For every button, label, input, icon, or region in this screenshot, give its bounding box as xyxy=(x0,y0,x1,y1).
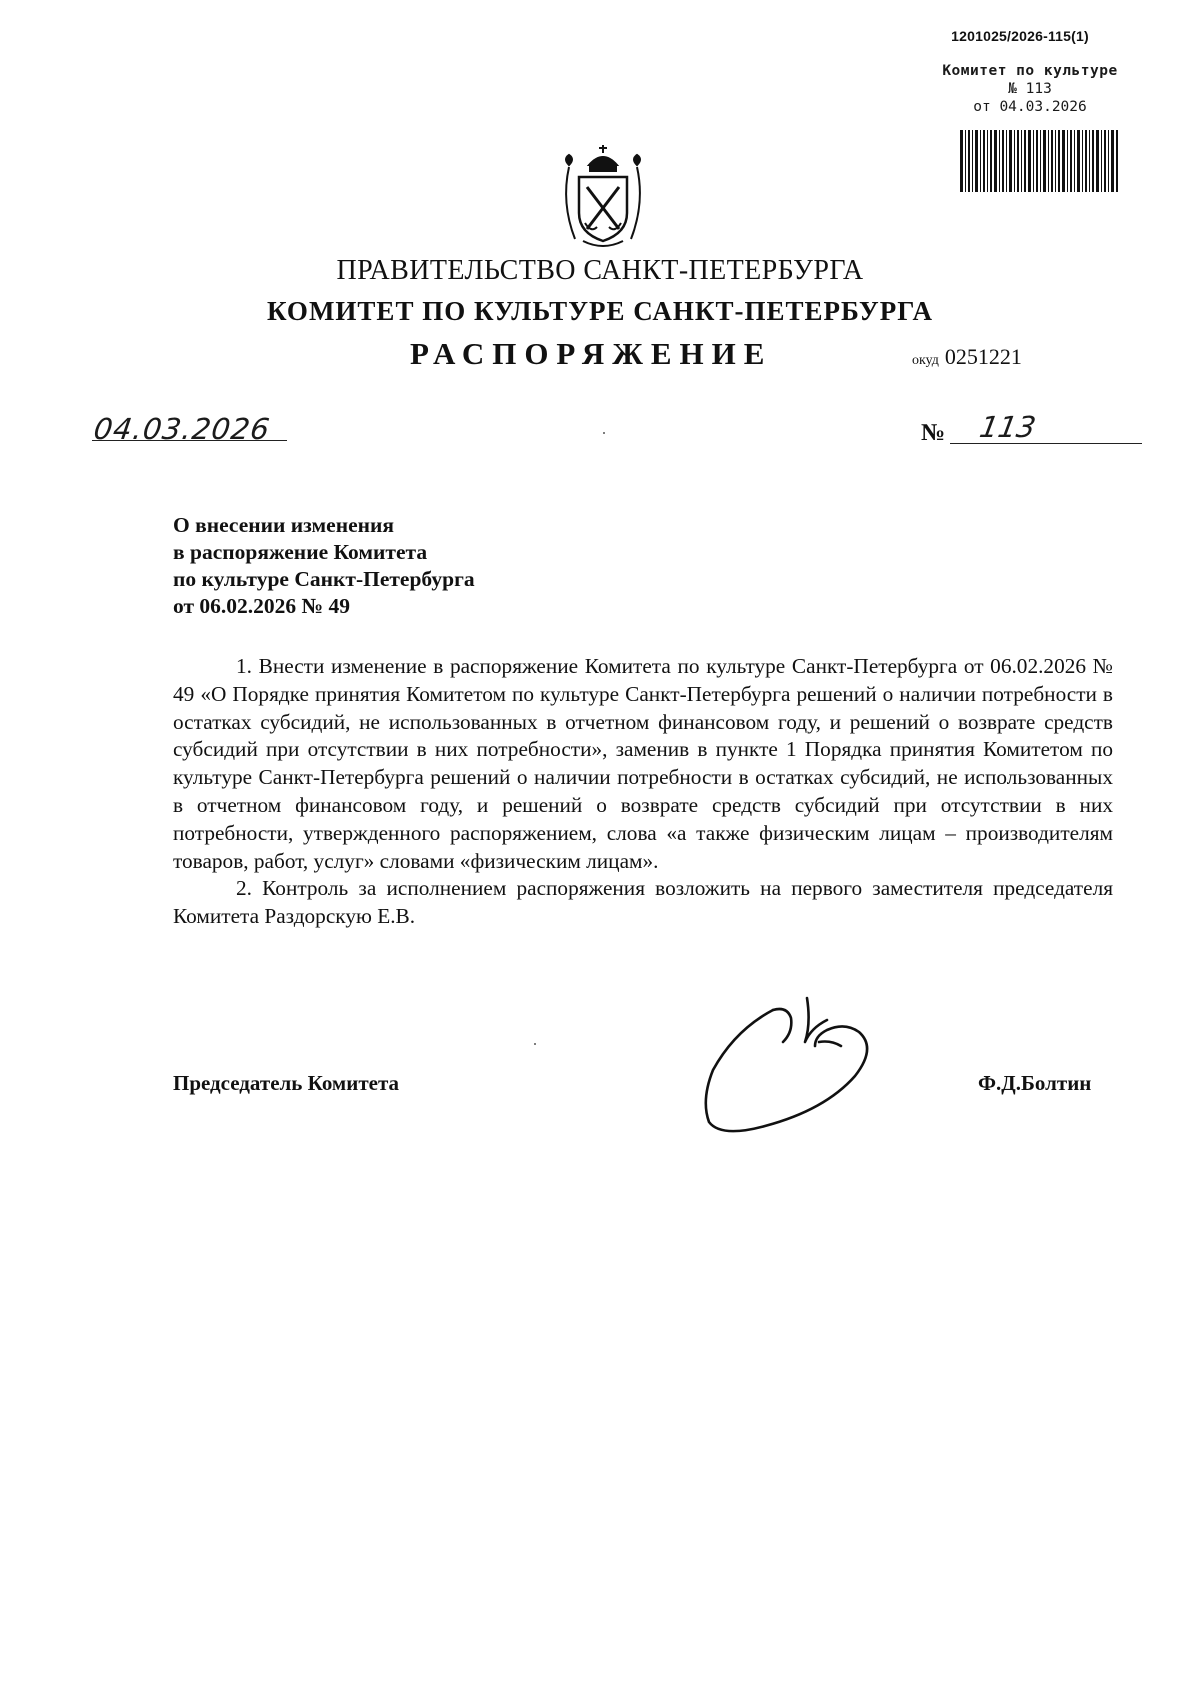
number-label: № xyxy=(921,420,946,446)
scan-speck xyxy=(534,1043,536,1045)
stamp-date: от 04.03.2026 xyxy=(973,99,1087,115)
registration-stamp xyxy=(930,62,1130,116)
subject-line: по культуре Санкт-Петербурга xyxy=(173,567,475,591)
body-paragraph-1: 1. Внести изменение в распоряжение Комитета по культуре Санкт-Петербурга от 06.02.2026 № 49 «О Порядке принятия Комитетом по культуре Санкт-Петербурга решений о наличии потребности в остатках субсидий, не использованных в отчетном финансовом году, и решений о возврате средств субсидий при отсутствии в них потребности», заменив в пункте 1 Порядка принятия Комитетом по культуре Санкт-Петербурга решений о наличии потребности в остатках субсидий, не использованных в отчетном финансовом году, и решений о возврате средств субсидий при отсутствии в них потребности, утвержденного распоряжением, слова «а также физическим лицам – производителям товаров, работ, услуг» словами «физическим лицам». xyxy=(173,654,1113,873)
handwritten-signature-icon xyxy=(695,990,895,1140)
stamp-number: № 113 xyxy=(1008,81,1052,97)
okud-code: 0251221 xyxy=(944,344,1022,369)
okud-code-block xyxy=(912,344,1022,370)
coat-of-arms-icon xyxy=(555,143,651,251)
subject-line: О внесении изменения xyxy=(173,513,395,537)
barcode-icon xyxy=(960,130,1120,192)
document-type: РАСПОРЯЖЕНИЕ xyxy=(410,336,773,371)
body-paragraph-2: 2. Контроль за исполнением распоряжения возложить на первого заместителя председателя Комитета Раздорскую Е.В. xyxy=(173,876,1113,929)
committee-title: КОМИТЕТ ПО КУЛЬТУРЕ САНКТ-ПЕТЕРБУРГА xyxy=(267,296,933,326)
subject-line: от 06.02.2026 № 49 xyxy=(173,594,351,618)
signatory-name: Ф.Д.Болтин xyxy=(978,1071,1092,1095)
registration-number: 1201025/2026-115(1) xyxy=(951,28,1089,44)
document-body xyxy=(173,653,1113,931)
scan-speck xyxy=(603,432,605,434)
okud-label: окуд xyxy=(912,353,939,368)
subject-line: в распоряжение Комитета xyxy=(173,540,428,564)
document-number: 113 xyxy=(977,410,1039,444)
date-underline xyxy=(92,440,287,441)
signatory-position: Председатель Комитета xyxy=(173,1071,400,1095)
government-title: ПРАВИТЕЛЬСТВО САНКТ-ПЕТЕРБУРГА xyxy=(336,255,864,286)
document-subject xyxy=(173,512,633,620)
document-date: 04.03.2026 xyxy=(91,412,273,446)
stamp-organization: Комитет по культуре xyxy=(942,63,1118,79)
